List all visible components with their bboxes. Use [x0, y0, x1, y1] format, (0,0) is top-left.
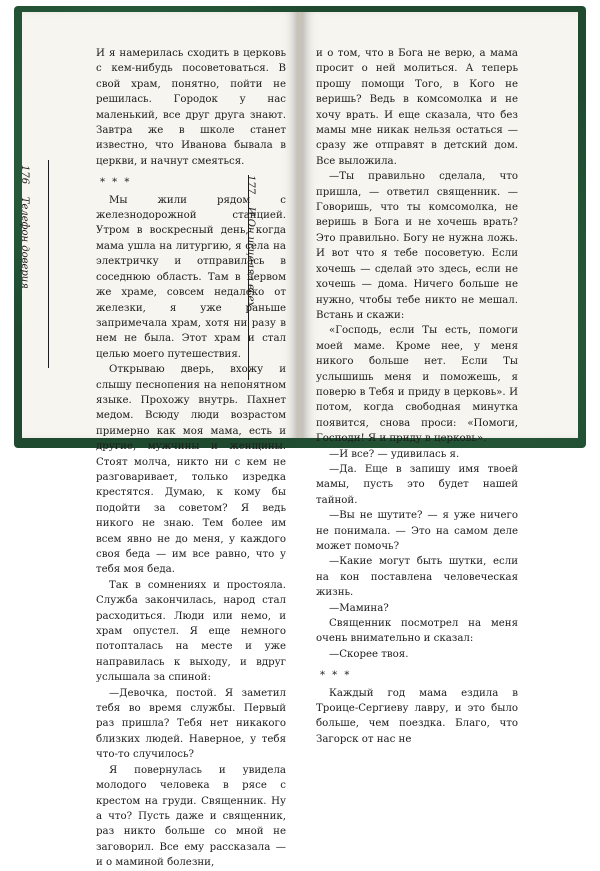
paragraph: —Скорее твоя. [329, 648, 409, 660]
paragraph: —Ты правильно сделала, что пришла, — ответил священник. — Говоришь, что ты комсомолка, не веришь в Бога и не хочешь врать? Это правильно. Богу не нужна ложь. И вот что я тебе посоветую. Если хочешь — сделай это здесь, если не хочешь — дома. Ничего больше не нужно, чтобы тебе никто не мешал. Встань и скажи: [316, 171, 518, 321]
left-running-title: Телефон доверия [19, 196, 30, 289]
section-separator: * * * [100, 177, 132, 189]
right-page-text [316, 46, 518, 747]
left-page-text [96, 46, 286, 871]
left-page-number: 176 [19, 165, 30, 185]
left-running-head [19, 165, 30, 289]
paragraph: Так в сомнениях и простояла. Служба закончилась, народ стал расходиться. Люди или немо, и храм опустел. Я еще немного потопталась на месте и уже направилась к выходу, и вдруг услышала за спиной: [96, 579, 286, 684]
paragraph: Каждый год мама ездила в Троице-Сергиеву лавру, и это было больше, чем поездка. Благо, что Загорск от нас не [316, 687, 518, 745]
paragraph: —Мамина? [329, 602, 389, 614]
paragraph: —Вы не шутите? — я уже ничего не понимала. — Это на самом деле может помочь? [316, 510, 518, 552]
paragraph: «Господь, если Ты есть, помоги моей маме. Кроме нее, у меня никого больше нет. Если Ты услышишь меня и поможешь, я поверю в Тебя и приду в церковь». И потом, когда свободная минутка появится, снова проси: «Помоги, Господи! Я и приду в церковь». [316, 325, 518, 445]
right-running-title: И Он исцелял всех [245, 206, 256, 308]
paragraph: и о том, что в Бога не верю, а мама просит о ней молиться. А теперь прошу помощи Того, в Кого не веришь? Ведь в комсомолка и не хочу врать. И еще сказала, что без мамы мне никак нельзя остаться — сразу же отправят в детский дом. Все выложила. [316, 48, 518, 167]
paragraph: Открываю дверь, вхожу и слышу песнопения на непонятном языке. Прохожу внутрь. Пахнет медом. Всюду люди возрастом примерно как моя мама, есть и другие, мужчины и женщины. Стоят молча, никто ни с кем не разговаривает, только изредка крестятся. Думаю, к кому бы подойти за советом? Я ведь никого не знаю. Тем более им всем явно не до меня, у каждого своя беда — им все равно, что у тебя моя беда. [96, 364, 286, 576]
paragraph: —Да. Еще в запишу имя твоей мамы, пусть это будет нашей тайной. [316, 463, 518, 506]
right-page-number: 177 [245, 175, 256, 195]
right-page [302, 12, 578, 745]
left-running-head-rule [48, 160, 49, 368]
paragraph: Мы жили рядом с железнодорожной станцией. Утром в воскресный день, когда мама ушла на литургию, я села на электричку и отправилась в соседнюю область. Там в первом же храме, совсем недалеко от железки, я уже раньше запримечала храм, хотя ни разу в нем не была. Этот храм и стал целью моего путешествия. [96, 194, 286, 360]
right-running-head [245, 175, 256, 307]
paragraph: —И все? — удивилась я. [329, 448, 460, 460]
paragraph: —Какие могут быть шутки, если на кон поставлена человеческая жизнь. [316, 556, 518, 599]
left-page [22, 12, 298, 869]
section-separator: * * * [320, 670, 352, 682]
paragraph: Я повернулась и увидела молодого человека в рясе с крестом на груди. Священник. Ну а что? Пусть даже и священник, раз никто больше со мной не заговорил. Все ему рассказала — и о маминой болезни, [96, 764, 286, 869]
paragraph: —Девочка, постой. Я заметил тебя во время службы. Первый раз пришла? Тебя нет никакого близких людей. Наверное, у тебя что-то случилось? [96, 687, 286, 761]
paragraph: И я намерилась сходить в церковь с кем-нибудь посоветоваться. В свой храм, понятно, пойти не решилась. Городок у нас маленький, все друг друга знают. Завтра же в школе станет известно, что Иванова бывала в церкви, и начнут смеяться. [96, 48, 286, 167]
paragraph: Священник посмотрел на меня очень внимательно и сказал: [316, 618, 518, 645]
